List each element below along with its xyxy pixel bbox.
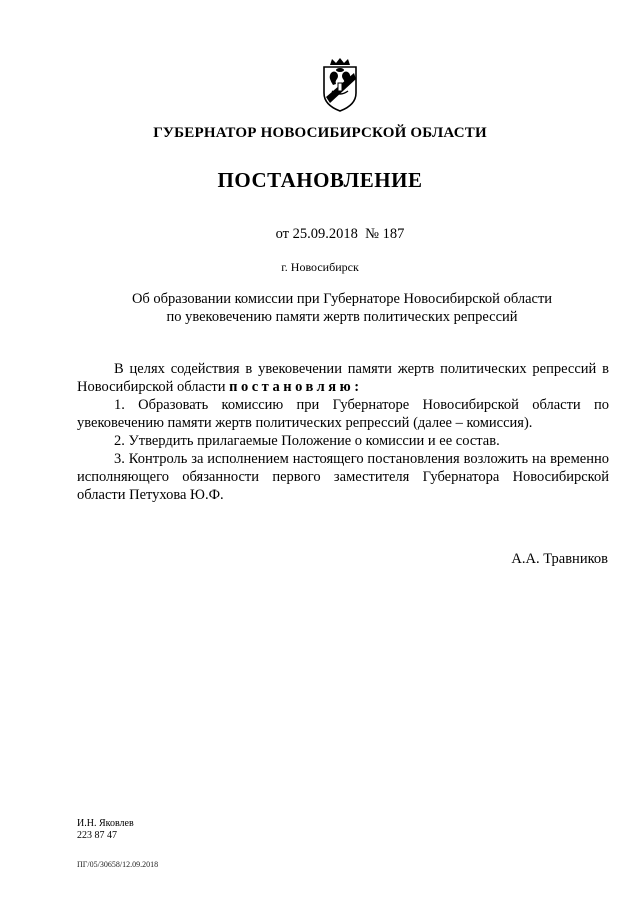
subject-line-1: Об образовании комиссии при Губернаторе Новосибирской области bbox=[131, 291, 553, 307]
executor-name: И.Н. Яковлев bbox=[77, 818, 134, 829]
date-number-line: от 25.09.2018 № 187 bbox=[275, 226, 405, 242]
signatory-name: А.А. Травников bbox=[511, 551, 608, 567]
authority-title: ГУБЕРНАТОР НОВОСИБИРСКОЙ ОБЛАСТИ bbox=[153, 125, 487, 141]
item-1-paragraph: 1. Образовать комиссию при Губернаторе Новосибирской области по увековечению памяти жертв политических репрессий (далее – комиссия). bbox=[77, 397, 609, 431]
preamble-paragraph bbox=[77, 360, 609, 396]
document-type-title: ПОСТАНОВЛЕНИЕ bbox=[217, 168, 423, 192]
preamble-text: В целях содействия в увековечении памяти жертв политических репрессий в Новосибирской области bbox=[77, 361, 609, 395]
item-3-paragraph: 3. Контроль за исполнением настоящего постановления возложить на временно исполняющего обязанности первого заместителя Губернатора Новосибирской области Петухова Ю.Ф. bbox=[77, 451, 609, 503]
document-subject bbox=[22, 290, 640, 326]
executor-phone: 223 87 47 bbox=[77, 830, 117, 841]
resolve-word: постановляю bbox=[229, 379, 355, 395]
document-body bbox=[77, 360, 609, 504]
subject-line-2: по увековечению памяти жертв политических репрессий bbox=[166, 309, 518, 325]
city-line: г. Новосибирск bbox=[281, 260, 359, 274]
registration-number: ПГ/05/30658/12.09.2018 bbox=[77, 860, 159, 869]
resolve-colon: : bbox=[354, 379, 360, 395]
executor-block bbox=[77, 818, 134, 842]
coat-of-arms-icon bbox=[318, 57, 362, 113]
item-2-paragraph: 2. Утвердить прилагаемые Положение о комиссии и ее состав. bbox=[114, 433, 500, 449]
